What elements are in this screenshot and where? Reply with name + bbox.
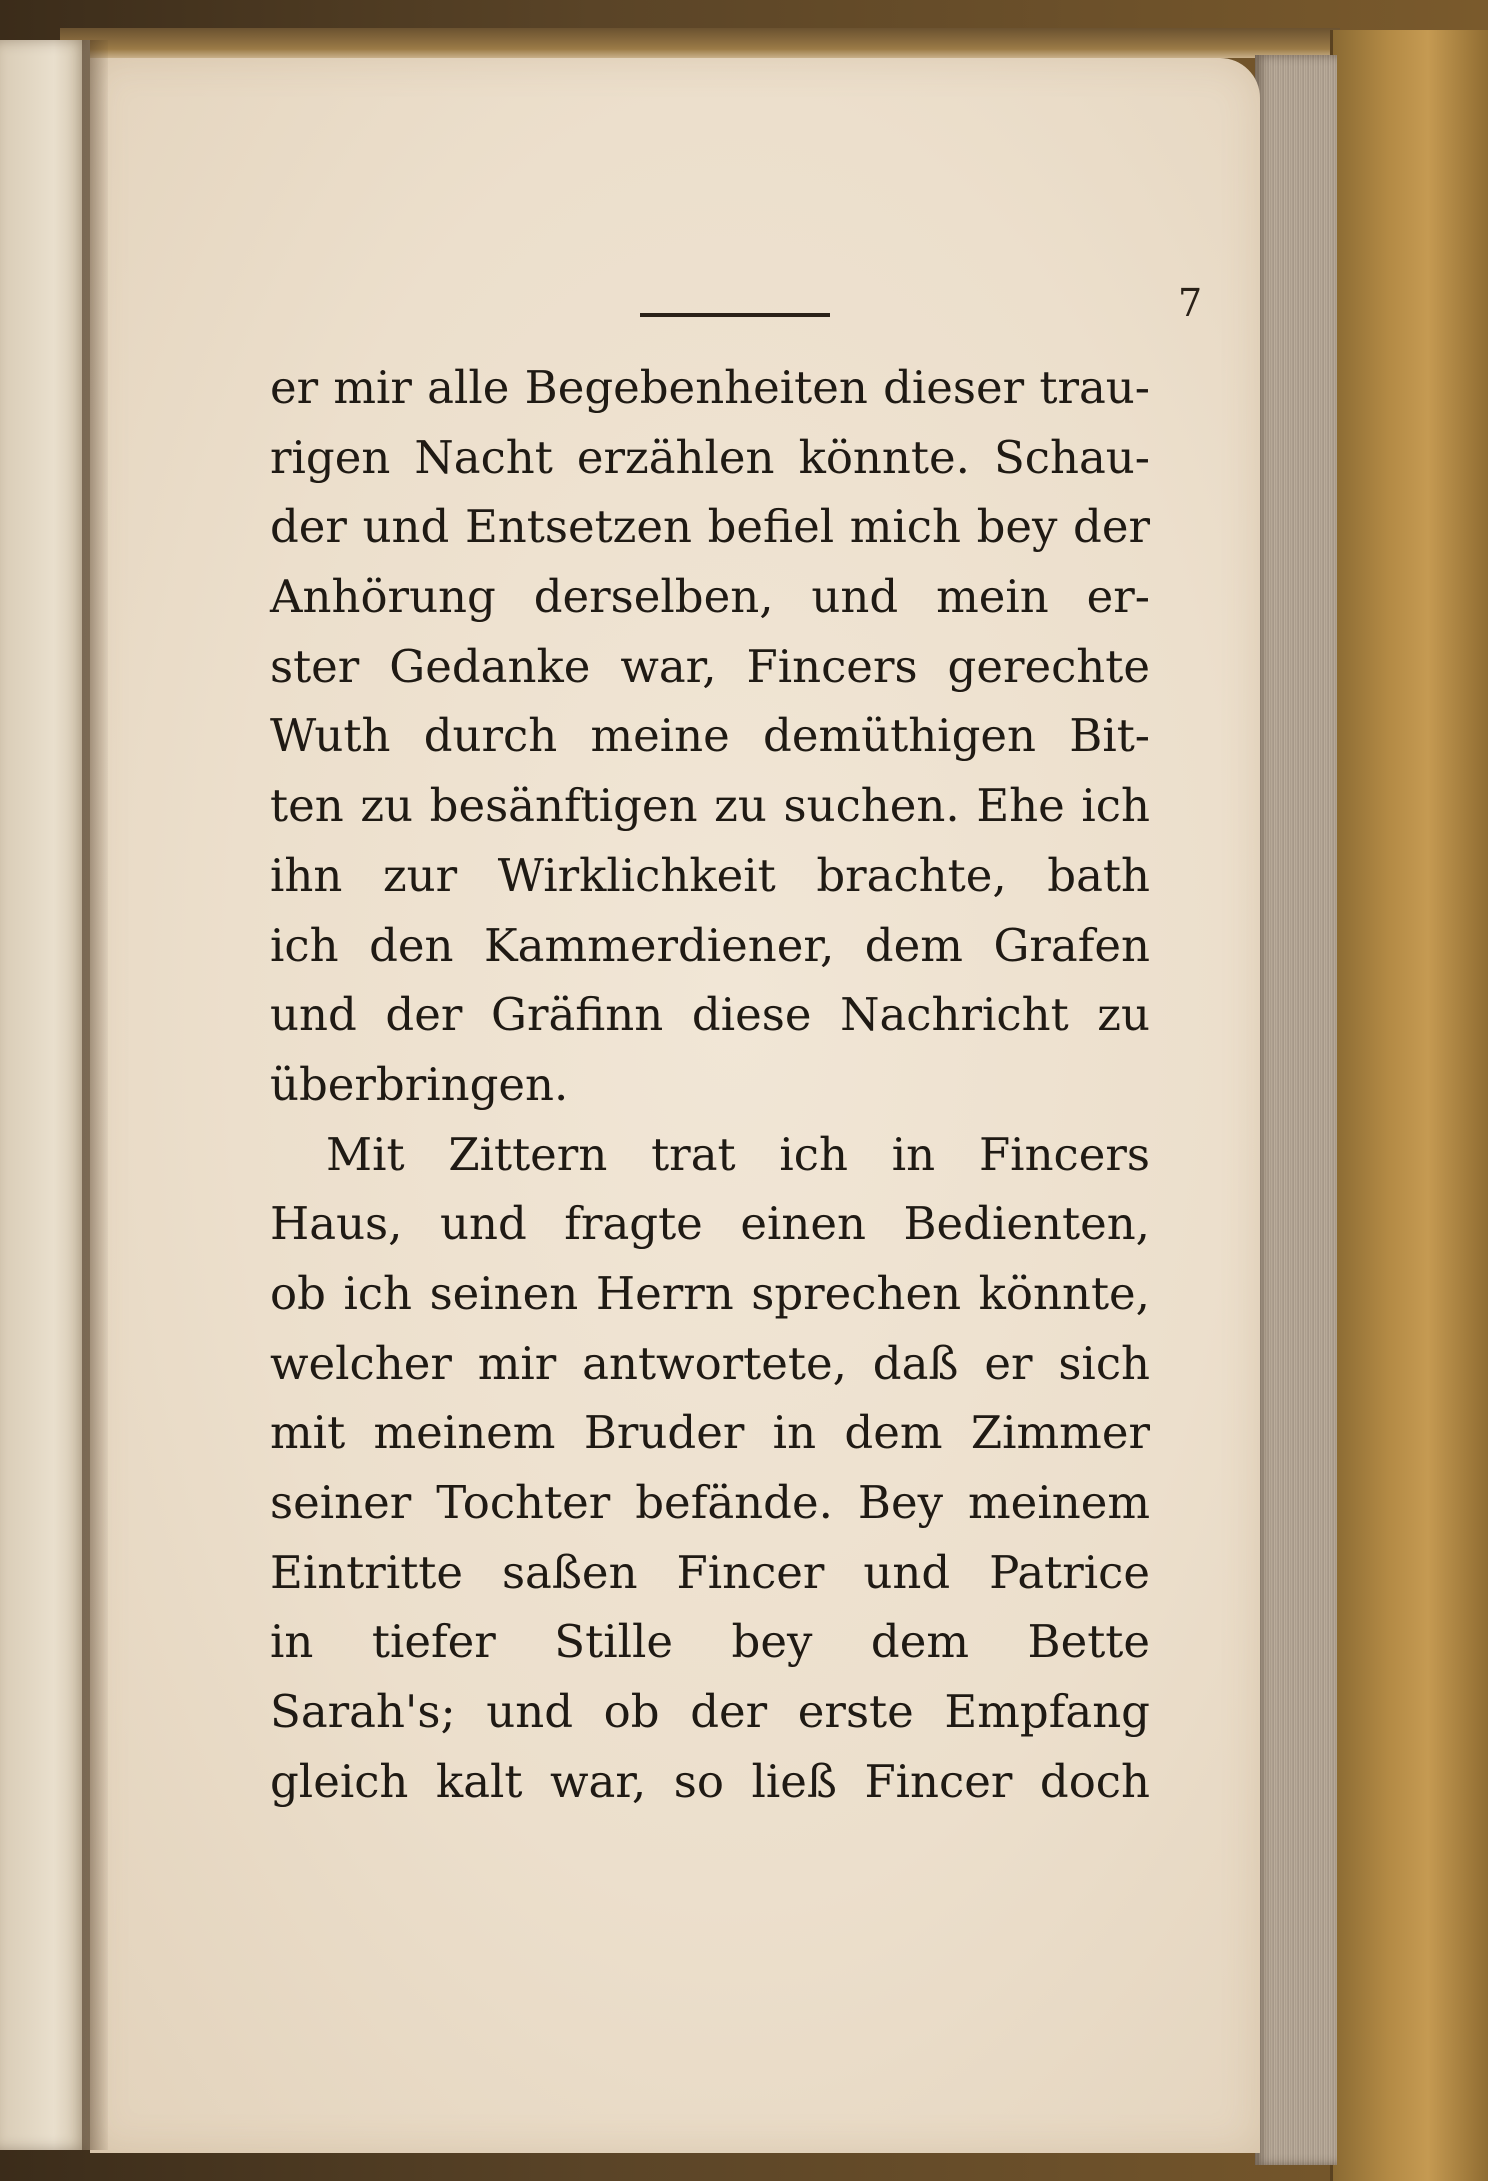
text-line: überbringen. [270,1057,569,1111]
text-line: gleich kalt war, so ließ Fincer doch [270,1754,1150,1808]
text-line: Eintritte saßen Fincer und Patrice [270,1545,1150,1599]
text-line: mit meinem Bruder in dem Zimmer [270,1406,1150,1460]
book-page [90,58,1260,2153]
text-line: Sarah's; und ob der erste Empfang [270,1685,1150,1739]
text-line: Wuth durch meine demüthigen Bit- [270,709,1150,763]
text-line: und der Gräfinn diese Nachricht zu [270,988,1150,1042]
header-rule [640,313,830,317]
text-line: ob ich seinen Herrn sprechen könnte, [270,1266,1150,1320]
text-line: welcher mir antwortete, daß er sich [270,1336,1150,1390]
text-line: ihn zur Wirklichkeit brachte, bath [270,848,1150,902]
gutter-shadow [82,40,108,2150]
text-line: ich den Kammerdiener, dem Grafen [270,918,1150,972]
text-line: Haus, und fragte einen Bedienten, [270,1197,1150,1251]
text-line: ten zu besänftigen zu suchen. Ehe ich [270,779,1150,833]
book-cover-board [1330,30,1488,2181]
previous-page-edge [0,40,90,2150]
text-line: rigen Nacht erzählen könnte. Schau- [270,430,1150,484]
text-line: Anhörung derselben, und mein er- [270,570,1150,624]
book-top-edge [60,28,1340,58]
body-text [270,353,1150,1816]
text-line: seiner Tochter befände. Bey meinem [270,1476,1150,1529]
text-line-paragraph-start: Mit Zittern trat ich in Fincers [326,1127,1150,1181]
text-line: er mir alle Begebenheiten dieser trau- [270,361,1150,414]
page-edges [1255,55,1337,2165]
text-line: ster Gedanke war, Fincers gerechte [270,639,1150,693]
text-line: der und Entsetzen befiel mich bey der [270,500,1150,554]
page-number: 7 [1178,281,1203,325]
text-line: in tiefer Stille bey dem Bette [270,1615,1150,1669]
